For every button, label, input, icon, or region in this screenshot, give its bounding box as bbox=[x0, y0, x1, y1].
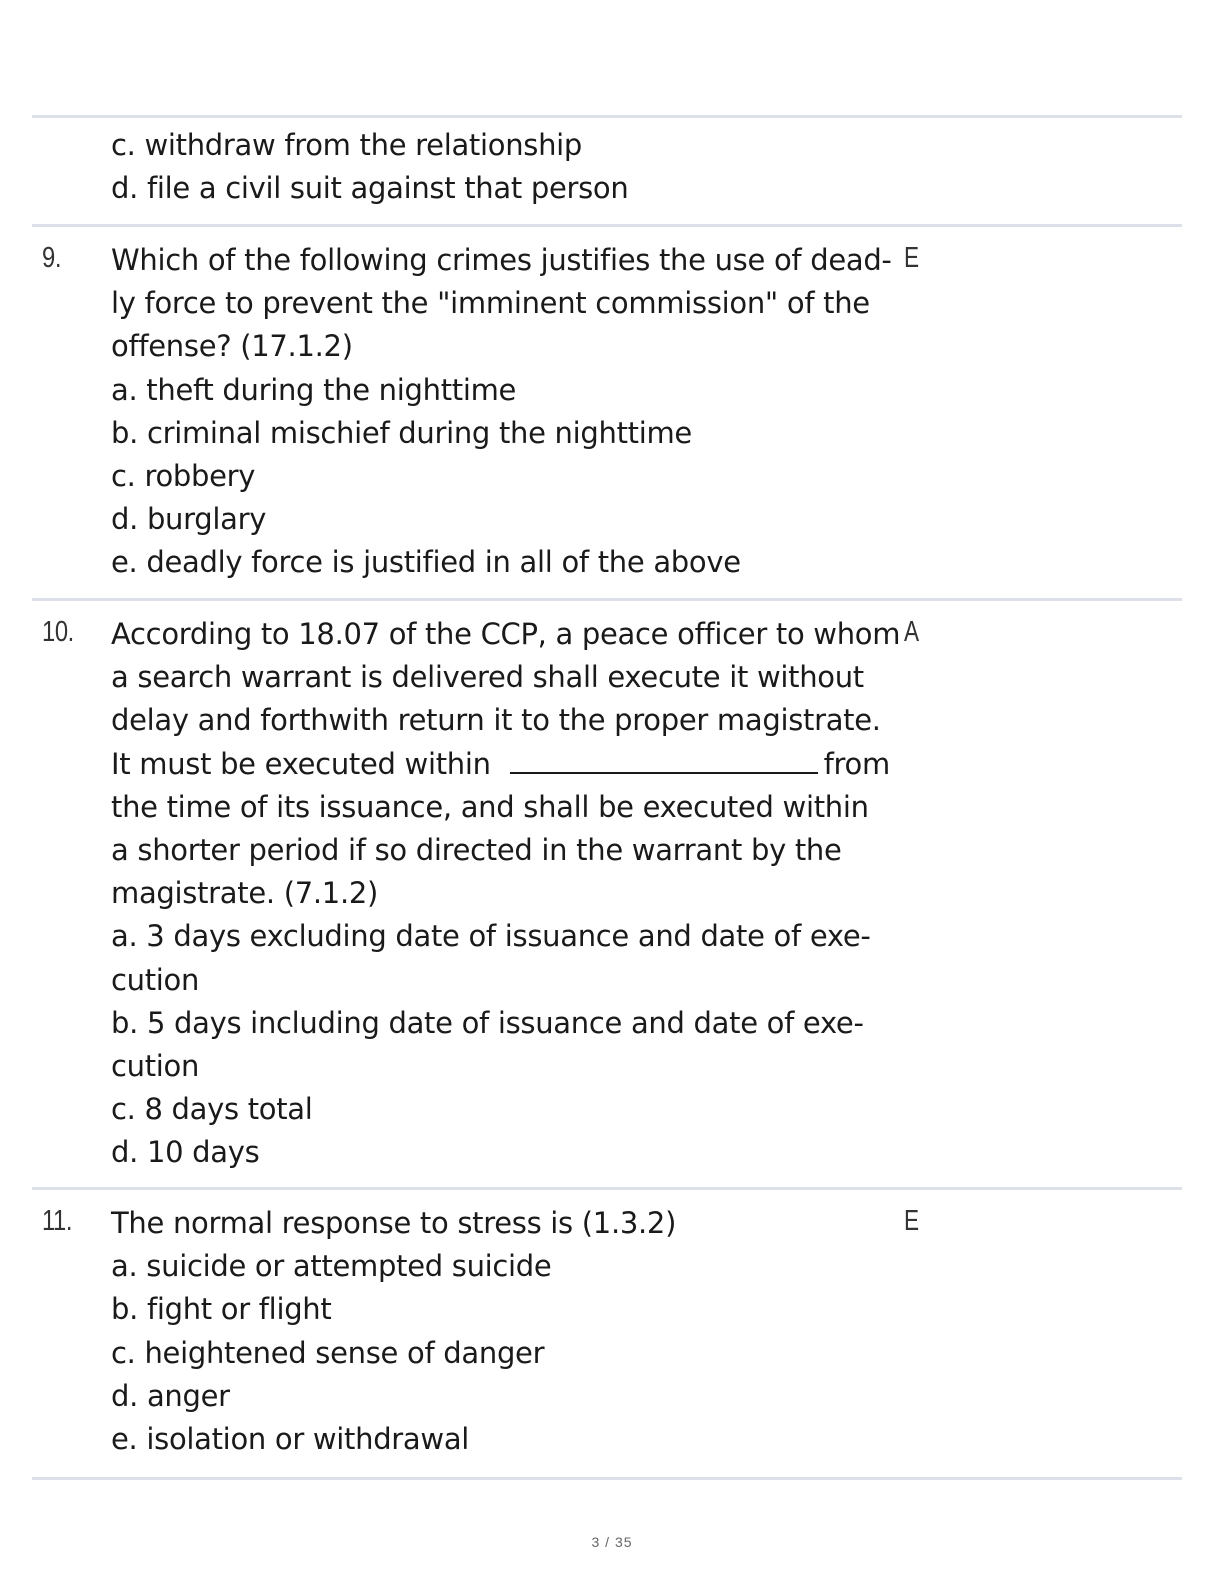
option-d: d. 10 days bbox=[111, 1135, 260, 1170]
option-b: b. 5 days including date of issuance and date of exe- bbox=[111, 1005, 864, 1040]
option-a: a. suicide or attempted suicide bbox=[111, 1249, 552, 1284]
carryover-options bbox=[111, 124, 911, 210]
question-number: 11. bbox=[42, 1205, 73, 1237]
question-card-11 bbox=[32, 1187, 1182, 1480]
question-line: the time of its issuance, and shall be executed within bbox=[111, 789, 869, 824]
question-line: offense? (17.1.2) bbox=[111, 329, 353, 364]
option-a: a. 3 days excluding date of issuance and date of exe- bbox=[111, 919, 871, 954]
question-line: delay and forthwith return it to the proper magistrate. bbox=[111, 703, 881, 738]
question-number: 10. bbox=[42, 616, 74, 648]
question-line: Which of the following crimes justifies the use of dead- bbox=[111, 243, 892, 277]
question-line: a shorter period if so directed in the warrant by the bbox=[111, 833, 842, 868]
option-a: a. theft during the nighttime bbox=[111, 372, 517, 407]
question-line: ly force to prevent the "imminent commission" of the bbox=[111, 286, 870, 321]
option-d: d. burglary bbox=[111, 502, 267, 537]
question-text bbox=[111, 1202, 911, 1461]
text-after-blank: from bbox=[823, 746, 890, 781]
fill-in-blank bbox=[510, 744, 818, 774]
answer-key: E bbox=[904, 1205, 920, 1237]
option-b-continued: cution bbox=[111, 1049, 200, 1084]
option-b: b. criminal mischief during the nighttime bbox=[111, 415, 692, 450]
question-line: According to 18.07 of the CCP, a peace officer to whom bbox=[111, 617, 901, 651]
page-number: 3 / 35 bbox=[591, 1534, 633, 1550]
answer-key: E bbox=[904, 242, 920, 274]
option-c: c. heightened sense of danger bbox=[111, 1335, 545, 1370]
question-card-10 bbox=[32, 598, 1182, 1189]
carryover-question-card bbox=[32, 115, 1182, 225]
option-e: e. isolation or withdrawal bbox=[111, 1422, 470, 1457]
answer-key: A bbox=[904, 616, 920, 648]
question-text bbox=[111, 239, 911, 585]
question-line: magistrate. (7.1.2) bbox=[111, 876, 379, 911]
option-d: d. file a civil suit against that person bbox=[111, 171, 629, 206]
option-b: b. fight or flight bbox=[111, 1292, 332, 1327]
option-c: c. robbery bbox=[111, 459, 256, 494]
question-card-9 bbox=[32, 224, 1182, 600]
option-a-continued: cution bbox=[111, 962, 200, 997]
option-e: e. deadly force is justified in all of the above bbox=[111, 545, 741, 580]
question-line-with-blank bbox=[111, 743, 911, 786]
question-line: The normal response to stress is (1.3.2) bbox=[111, 1206, 677, 1240]
option-c: c. 8 days total bbox=[111, 1092, 313, 1127]
question-line: a search warrant is delivered shall execute it without bbox=[111, 660, 864, 695]
question-number: 9. bbox=[42, 242, 62, 274]
text-before-blank: It must be executed within bbox=[111, 746, 491, 781]
question-text bbox=[111, 613, 911, 1175]
option-c: c. withdraw from the relationship bbox=[111, 128, 583, 162]
option-d: d. anger bbox=[111, 1378, 230, 1413]
